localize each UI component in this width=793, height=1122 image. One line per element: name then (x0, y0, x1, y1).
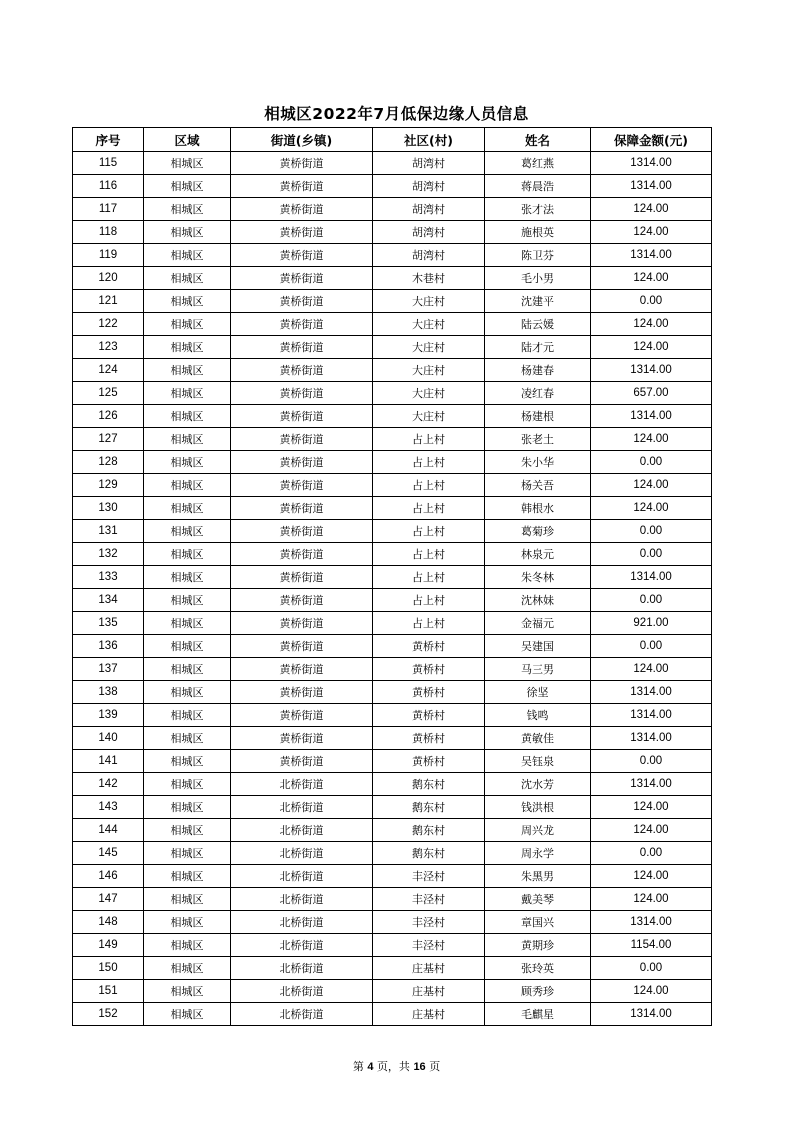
cell-community: 黄桥村 (373, 750, 485, 773)
cell-community: 庄基村 (373, 1003, 485, 1026)
cell-district: 相城区 (144, 1003, 231, 1026)
cell-community: 占上村 (373, 451, 485, 474)
page-footer (0, 1058, 793, 1074)
cell-community: 占上村 (373, 497, 485, 520)
cell-amount: 0.00 (591, 750, 712, 773)
cell-name: 凌红春 (485, 382, 591, 405)
cell-amount: 1314.00 (591, 727, 712, 750)
footer-total-pages: 16 (413, 1061, 426, 1073)
table-row (73, 428, 712, 451)
cell-street: 黄桥街道 (231, 520, 373, 543)
cell-index: 143 (73, 796, 144, 819)
cell-amount: 0.00 (591, 635, 712, 658)
cell-index: 117 (73, 198, 144, 221)
cell-district: 相城区 (144, 750, 231, 773)
cell-district: 相城区 (144, 934, 231, 957)
cell-community: 占上村 (373, 474, 485, 497)
cell-district: 相城区 (144, 520, 231, 543)
cell-name: 马三男 (485, 658, 591, 681)
table-row (73, 635, 712, 658)
cell-amount: 0.00 (591, 543, 712, 566)
cell-street: 北桥街道 (231, 957, 373, 980)
cell-community: 大庄村 (373, 405, 485, 428)
cell-street: 黄桥街道 (231, 589, 373, 612)
table-row (73, 152, 712, 175)
cell-community: 大庄村 (373, 290, 485, 313)
column-header-index: 序号 (73, 128, 144, 152)
cell-community: 黄桥村 (373, 635, 485, 658)
cell-amount: 124.00 (591, 313, 712, 336)
footer-suffix: 页 (429, 1060, 441, 1073)
cell-district: 相城区 (144, 543, 231, 566)
cell-amount: 1314.00 (591, 911, 712, 934)
cell-street: 黄桥街道 (231, 451, 373, 474)
cell-street: 黄桥街道 (231, 152, 373, 175)
table-row (73, 543, 712, 566)
cell-district: 相城区 (144, 727, 231, 750)
cell-index: 125 (73, 382, 144, 405)
cell-district: 相城区 (144, 773, 231, 796)
table-row (73, 198, 712, 221)
cell-district: 相城区 (144, 175, 231, 198)
cell-index: 123 (73, 336, 144, 359)
cell-district: 相城区 (144, 267, 231, 290)
table-row (73, 796, 712, 819)
cell-district: 相城区 (144, 336, 231, 359)
cell-name: 韩根水 (485, 497, 591, 520)
table-row (73, 727, 712, 750)
cell-district: 相城区 (144, 244, 231, 267)
cell-amount: 1154.00 (591, 934, 712, 957)
cell-district: 相城区 (144, 290, 231, 313)
cell-district: 相城区 (144, 681, 231, 704)
cell-amount: 124.00 (591, 221, 712, 244)
cell-amount: 1314.00 (591, 405, 712, 428)
cell-street: 北桥街道 (231, 865, 373, 888)
cell-index: 146 (73, 865, 144, 888)
cell-amount: 124.00 (591, 474, 712, 497)
cell-name: 施根英 (485, 221, 591, 244)
cell-name: 章国兴 (485, 911, 591, 934)
table-row (73, 566, 712, 589)
table-row (73, 704, 712, 727)
cell-district: 相城区 (144, 359, 231, 382)
cell-district: 相城区 (144, 796, 231, 819)
cell-community: 大庄村 (373, 382, 485, 405)
cell-index: 148 (73, 911, 144, 934)
cell-community: 大庄村 (373, 313, 485, 336)
cell-district: 相城区 (144, 612, 231, 635)
cell-amount: 124.00 (591, 497, 712, 520)
cell-district: 相城区 (144, 566, 231, 589)
column-header-street: 街道(乡镇) (231, 128, 373, 152)
cell-index: 149 (73, 934, 144, 957)
footer-middle: 页，共 (376, 1060, 410, 1073)
cell-amount: 657.00 (591, 382, 712, 405)
cell-street: 黄桥街道 (231, 497, 373, 520)
cell-index: 152 (73, 1003, 144, 1026)
footer-prefix: 第 (352, 1060, 364, 1073)
cell-community: 胡湾村 (373, 198, 485, 221)
cell-street: 黄桥街道 (231, 727, 373, 750)
cell-index: 119 (73, 244, 144, 267)
cell-name: 吴建国 (485, 635, 591, 658)
cell-community: 胡湾村 (373, 221, 485, 244)
cell-community: 胡湾村 (373, 152, 485, 175)
cell-name: 毛麒星 (485, 1003, 591, 1026)
cell-index: 130 (73, 497, 144, 520)
cell-community: 鹅东村 (373, 773, 485, 796)
cell-street: 黄桥街道 (231, 635, 373, 658)
cell-street: 北桥街道 (231, 911, 373, 934)
cell-amount: 0.00 (591, 957, 712, 980)
cell-district: 相城区 (144, 842, 231, 865)
cell-street: 黄桥街道 (231, 704, 373, 727)
cell-street: 北桥街道 (231, 888, 373, 911)
cell-street: 黄桥街道 (231, 244, 373, 267)
cell-amount: 1314.00 (591, 681, 712, 704)
cell-amount: 1314.00 (591, 1003, 712, 1026)
cell-name: 黄敏佳 (485, 727, 591, 750)
cell-index: 129 (73, 474, 144, 497)
cell-amount: 1314.00 (591, 244, 712, 267)
cell-amount: 0.00 (591, 290, 712, 313)
cell-index: 144 (73, 819, 144, 842)
cell-street: 黄桥街道 (231, 405, 373, 428)
cell-community: 胡湾村 (373, 175, 485, 198)
table-row (73, 888, 712, 911)
cell-name: 张玲英 (485, 957, 591, 980)
cell-name: 杨关吾 (485, 474, 591, 497)
cell-street: 黄桥街道 (231, 359, 373, 382)
cell-amount: 1314.00 (591, 359, 712, 382)
cell-community: 占上村 (373, 520, 485, 543)
table-row (73, 520, 712, 543)
cell-district: 相城区 (144, 451, 231, 474)
cell-index: 127 (73, 428, 144, 451)
cell-street: 北桥街道 (231, 819, 373, 842)
cell-name: 金福元 (485, 612, 591, 635)
cell-name: 杨建春 (485, 359, 591, 382)
cell-district: 相城区 (144, 428, 231, 451)
table-row (73, 267, 712, 290)
cell-community: 黄桥村 (373, 658, 485, 681)
cell-name: 顾秀珍 (485, 980, 591, 1003)
cell-community: 占上村 (373, 543, 485, 566)
cell-community: 丰泾村 (373, 934, 485, 957)
table-row (73, 244, 712, 267)
table-row (73, 313, 712, 336)
cell-index: 133 (73, 566, 144, 589)
cell-district: 相城区 (144, 865, 231, 888)
cell-community: 丰泾村 (373, 865, 485, 888)
cell-amount: 124.00 (591, 658, 712, 681)
table-row (73, 934, 712, 957)
table-row (73, 681, 712, 704)
cell-street: 北桥街道 (231, 773, 373, 796)
table-row (73, 750, 712, 773)
cell-street: 黄桥街道 (231, 612, 373, 635)
cell-amount: 124.00 (591, 888, 712, 911)
table-row (73, 359, 712, 382)
table-row (73, 382, 712, 405)
cell-name: 朱小华 (485, 451, 591, 474)
cell-amount: 1314.00 (591, 704, 712, 727)
cell-street: 黄桥街道 (231, 313, 373, 336)
cell-district: 相城区 (144, 589, 231, 612)
cell-name: 钱洪根 (485, 796, 591, 819)
cell-district: 相城区 (144, 313, 231, 336)
cell-index: 135 (73, 612, 144, 635)
cell-name: 张才法 (485, 198, 591, 221)
table-row (73, 1003, 712, 1026)
table-row (73, 405, 712, 428)
cell-street: 北桥街道 (231, 796, 373, 819)
table-row (73, 221, 712, 244)
cell-index: 122 (73, 313, 144, 336)
table-row (73, 612, 712, 635)
cell-amount: 0.00 (591, 520, 712, 543)
cell-index: 118 (73, 221, 144, 244)
cell-amount: 124.00 (591, 336, 712, 359)
cell-amount: 124.00 (591, 267, 712, 290)
cell-index: 138 (73, 681, 144, 704)
cell-district: 相城区 (144, 152, 231, 175)
cell-name: 葛红燕 (485, 152, 591, 175)
cell-name: 沈林妹 (485, 589, 591, 612)
cell-index: 136 (73, 635, 144, 658)
cell-amount: 124.00 (591, 980, 712, 1003)
cell-name: 周兴龙 (485, 819, 591, 842)
cell-community: 占上村 (373, 428, 485, 451)
cell-street: 黄桥街道 (231, 267, 373, 290)
cell-amount: 124.00 (591, 796, 712, 819)
table-row (73, 658, 712, 681)
cell-amount: 1314.00 (591, 566, 712, 589)
cell-community: 黄桥村 (373, 727, 485, 750)
cell-street: 黄桥街道 (231, 221, 373, 244)
cell-amount: 0.00 (591, 589, 712, 612)
cell-name: 沈建平 (485, 290, 591, 313)
table-row (73, 474, 712, 497)
cell-community: 黄桥村 (373, 704, 485, 727)
cell-index: 116 (73, 175, 144, 198)
cell-community: 庄基村 (373, 957, 485, 980)
table-row (73, 451, 712, 474)
cell-index: 140 (73, 727, 144, 750)
cell-street: 黄桥街道 (231, 175, 373, 198)
cell-amount: 124.00 (591, 865, 712, 888)
cell-name: 陈卫芬 (485, 244, 591, 267)
cell-street: 黄桥街道 (231, 474, 373, 497)
table-row (73, 842, 712, 865)
cell-name: 周永学 (485, 842, 591, 865)
cell-index: 115 (73, 152, 144, 175)
cell-index: 142 (73, 773, 144, 796)
cell-index: 124 (73, 359, 144, 382)
cell-index: 126 (73, 405, 144, 428)
cell-amount: 1314.00 (591, 773, 712, 796)
cell-community: 大庄村 (373, 359, 485, 382)
cell-index: 134 (73, 589, 144, 612)
cell-name: 朱冬林 (485, 566, 591, 589)
table-row (73, 980, 712, 1003)
cell-street: 黄桥街道 (231, 681, 373, 704)
cell-district: 相城区 (144, 704, 231, 727)
cell-district: 相城区 (144, 980, 231, 1003)
column-header-name: 姓名 (485, 128, 591, 152)
cell-name: 林泉元 (485, 543, 591, 566)
table-row (73, 290, 712, 313)
cell-community: 占上村 (373, 566, 485, 589)
cell-amount: 921.00 (591, 612, 712, 635)
cell-name: 黄期珍 (485, 934, 591, 957)
table-row (73, 175, 712, 198)
cell-community: 鹅东村 (373, 842, 485, 865)
table-body (73, 152, 712, 1026)
cell-name: 陆才元 (485, 336, 591, 359)
cell-district: 相城区 (144, 497, 231, 520)
cell-street: 北桥街道 (231, 980, 373, 1003)
cell-index: 151 (73, 980, 144, 1003)
cell-index: 139 (73, 704, 144, 727)
cell-street: 黄桥街道 (231, 382, 373, 405)
cell-district: 相城区 (144, 957, 231, 980)
column-header-amount: 保障金额(元) (591, 128, 712, 152)
cell-community: 丰泾村 (373, 888, 485, 911)
table-row (73, 773, 712, 796)
cell-community: 木巷村 (373, 267, 485, 290)
cell-street: 黄桥街道 (231, 658, 373, 681)
cell-district: 相城区 (144, 635, 231, 658)
cell-street: 北桥街道 (231, 1003, 373, 1026)
column-header-district: 区域 (144, 128, 231, 152)
cell-index: 150 (73, 957, 144, 980)
cell-name: 朱黑男 (485, 865, 591, 888)
cell-street: 黄桥街道 (231, 566, 373, 589)
cell-street: 黄桥街道 (231, 290, 373, 313)
cell-district: 相城区 (144, 382, 231, 405)
cell-amount: 124.00 (591, 428, 712, 451)
cell-name: 戴美琴 (485, 888, 591, 911)
cell-index: 121 (73, 290, 144, 313)
cell-index: 131 (73, 520, 144, 543)
cell-community: 黄桥村 (373, 681, 485, 704)
cell-index: 145 (73, 842, 144, 865)
cell-community: 丰泾村 (373, 911, 485, 934)
cell-district: 相城区 (144, 658, 231, 681)
cell-street: 北桥街道 (231, 934, 373, 957)
page-title: 相城区2022年7月低保边缘人员信息 (264, 105, 529, 123)
cell-amount: 124.00 (591, 198, 712, 221)
cell-community: 庄基村 (373, 980, 485, 1003)
cell-community: 鹅东村 (373, 796, 485, 819)
cell-name: 钱鸣 (485, 704, 591, 727)
cell-community: 占上村 (373, 589, 485, 612)
cell-name: 蒋晨浩 (485, 175, 591, 198)
cell-street: 黄桥街道 (231, 336, 373, 359)
cell-index: 132 (73, 543, 144, 566)
table-row (73, 865, 712, 888)
cell-name: 杨建根 (485, 405, 591, 428)
table-row (73, 911, 712, 934)
cell-community: 鹅东村 (373, 819, 485, 842)
cell-street: 北桥街道 (231, 842, 373, 865)
cell-index: 141 (73, 750, 144, 773)
cell-index: 128 (73, 451, 144, 474)
cell-community: 大庄村 (373, 336, 485, 359)
cell-name: 吴钰泉 (485, 750, 591, 773)
cell-amount: 0.00 (591, 842, 712, 865)
cell-street: 黄桥街道 (231, 428, 373, 451)
cell-street: 黄桥街道 (231, 750, 373, 773)
table-header-row (73, 128, 712, 152)
cell-index: 137 (73, 658, 144, 681)
cell-street: 黄桥街道 (231, 198, 373, 221)
cell-index: 120 (73, 267, 144, 290)
cell-district: 相城区 (144, 405, 231, 428)
table-row (73, 589, 712, 612)
cell-name: 沈水芳 (485, 773, 591, 796)
cell-name: 张老土 (485, 428, 591, 451)
cell-name: 毛小男 (485, 267, 591, 290)
data-table (72, 127, 712, 1026)
cell-amount: 1314.00 (591, 152, 712, 175)
cell-district: 相城区 (144, 198, 231, 221)
cell-community: 占上村 (373, 612, 485, 635)
cell-amount: 0.00 (591, 451, 712, 474)
column-header-community: 社区(村) (373, 128, 485, 152)
cell-amount: 1314.00 (591, 175, 712, 198)
table-row (73, 497, 712, 520)
cell-name: 葛菊珍 (485, 520, 591, 543)
table-row (73, 819, 712, 842)
cell-index: 147 (73, 888, 144, 911)
cell-community: 胡湾村 (373, 244, 485, 267)
cell-street: 黄桥街道 (231, 543, 373, 566)
cell-district: 相城区 (144, 474, 231, 497)
cell-district: 相城区 (144, 819, 231, 842)
footer-current-page: 4 (367, 1061, 374, 1073)
table-row (73, 957, 712, 980)
cell-name: 陆云媛 (485, 313, 591, 336)
cell-name: 徐坚 (485, 681, 591, 704)
cell-district: 相城区 (144, 888, 231, 911)
cell-amount: 124.00 (591, 819, 712, 842)
cell-district: 相城区 (144, 911, 231, 934)
cell-district: 相城区 (144, 221, 231, 244)
table-row (73, 336, 712, 359)
